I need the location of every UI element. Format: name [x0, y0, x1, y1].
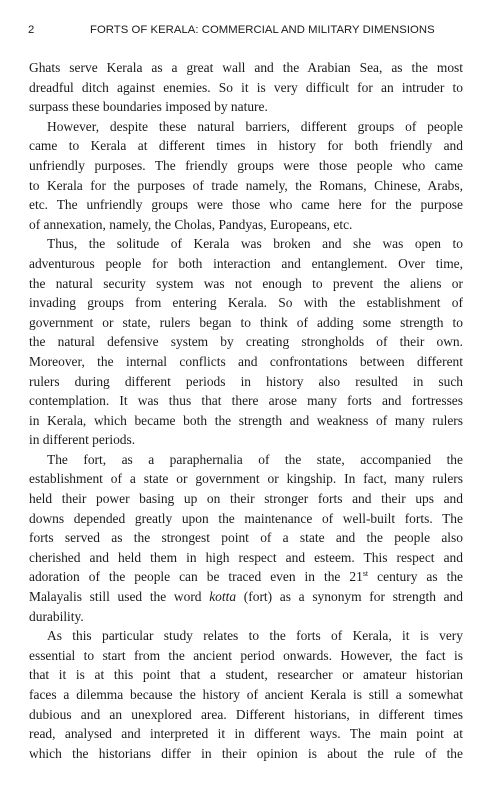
text-line: which the historians differ in their opinion is about the rule of the: [29, 745, 463, 761]
text-line: to Kerala for the purposes of trade namely, the Romans, Chinese, Arabs,: [29, 177, 463, 193]
page-number: 2: [28, 24, 35, 36]
text-line: durability.: [29, 608, 84, 624]
text-line: faces a dilemma because the history of ancient Kerala is still a somewhat: [29, 687, 463, 702]
text-line: etc. The unfriendly groups were those who came here for the purpose: [29, 197, 463, 213]
running-title: FORTS OF KERALA: COMMERCIAL AND MILITARY DIMENSIONS: [90, 24, 435, 36]
body-text: [29, 58, 463, 763]
text-line: the natural security system was not enough to prevent the aliens or: [29, 275, 463, 291]
text-run: adoration of the people can be traced even in the 21: [29, 569, 363, 585]
text-line: in Kerala, which became both the strength and weakness of many rulers: [29, 412, 463, 428]
text-line: Ghats serve Kerala as a great wall and the Arabian Sea, as the most: [29, 60, 463, 75]
text-line: Moreover, the internal conflicts and confrontations between different: [29, 353, 463, 369]
text-line: forts served as the strongest point of a state and the people also: [29, 530, 463, 546]
text-line: rulers during different periods in history also resulted in such: [29, 373, 463, 389]
text-line: unfriendly purposes. The friendly groups were those people who came: [29, 157, 463, 173]
text-line: read, analysed and interpreted it in different ways. The main point at: [29, 726, 463, 742]
text-line: adventurous people for both interaction and entanglement. Over time,: [29, 255, 463, 271]
text-line: government or state, rulers began to think of adding some strength to: [29, 314, 463, 330]
italic-term: kotta: [209, 589, 237, 605]
text-line: the natural defensive system by creating strongholds of their own.: [29, 334, 463, 350]
text-line: [29, 567, 463, 587]
text-run: (fort) as a synonym for strength and: [236, 589, 463, 605]
text-line: held their power basing up on their stronger forts and their ups and: [29, 491, 463, 507]
text-line: Thus, the solitude of Kerala was broken and she was open to: [47, 236, 463, 252]
text-line: invading groups from entering Kerala. So with the establishment of: [29, 295, 463, 311]
text-line: As this particular study relates to the forts of Kerala, it is very: [47, 628, 463, 644]
text-line: dreadful ditch against enemies. So it is very difficult for an intruder to: [29, 79, 463, 95]
text-line: The fort, as a paraphernalia of the state, accompanied the: [47, 451, 463, 467]
text-run: Malayalis still used the word: [29, 589, 210, 605]
text-line: [29, 587, 463, 607]
text-line: dubious and an unexplored area. Different historians, in different times: [29, 706, 463, 722]
text-line: contemplation. It was thus that there arose many forts and fortresses: [29, 393, 463, 409]
text-line: surpass these boundaries imposed by nature.: [29, 99, 268, 115]
text-line: establishment of a state or government or kingship. In fact, many rulers: [29, 471, 463, 487]
text-line: downs depended greatly upon the maintenance of well-built forts. The: [29, 510, 463, 526]
text-line: However, despite these natural barriers, different groups of people: [47, 118, 463, 134]
text-line: came to Kerala at different times in history for both friendly and: [29, 138, 463, 154]
text-run: century as the: [368, 569, 463, 585]
text-line: that it is at this point that a student, researcher or amateur historian: [29, 667, 463, 683]
text-line: in different periods.: [29, 432, 136, 448]
text-line: cherished and held them in high respect and esteem. This respect and: [29, 549, 463, 565]
text-line: of annexation, namely, the Cholas, Pandyas, Europeans, etc.: [29, 216, 353, 232]
ordinal-superscript: st: [362, 569, 369, 579]
text-line: essential to start from the ancient period onwards. However, the fact is: [29, 647, 463, 663]
